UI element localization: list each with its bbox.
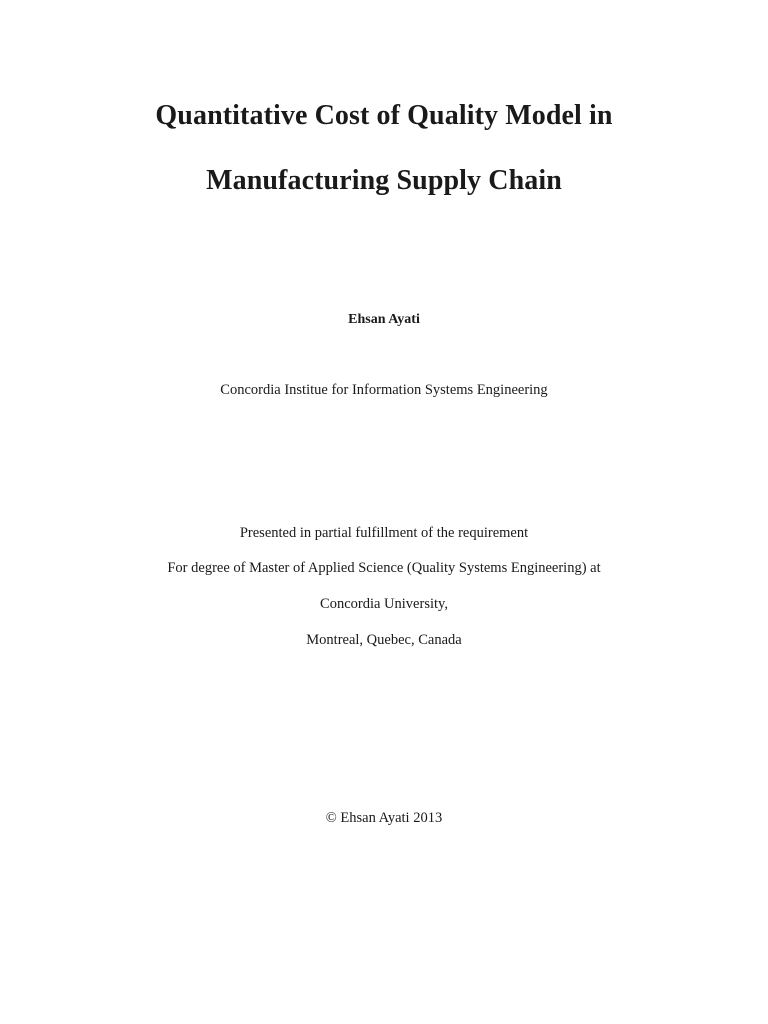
university-location: Montreal, Quebec, Canada	[306, 632, 462, 648]
fulfillment-line-1: Presented in partial fulfillment of the requirement	[239, 525, 529, 541]
fulfillment-line-2: For degree of Master of Applied Science (Quality Systems Engineering) at	[167, 560, 601, 576]
thesis-title-line-1: Quantitative Cost of Quality Model in	[155, 100, 613, 131]
thesis-title-line-2: Manufacturing Supply Chain	[206, 165, 562, 196]
author-name: Ehsan Ayati	[348, 312, 420, 327]
copyright-notice: © Ehsan Ayati 2013	[325, 810, 443, 826]
university-name: Concordia University,	[320, 596, 448, 612]
institute-name: Concordia Institue for Information Systems Engineering	[220, 382, 548, 398]
